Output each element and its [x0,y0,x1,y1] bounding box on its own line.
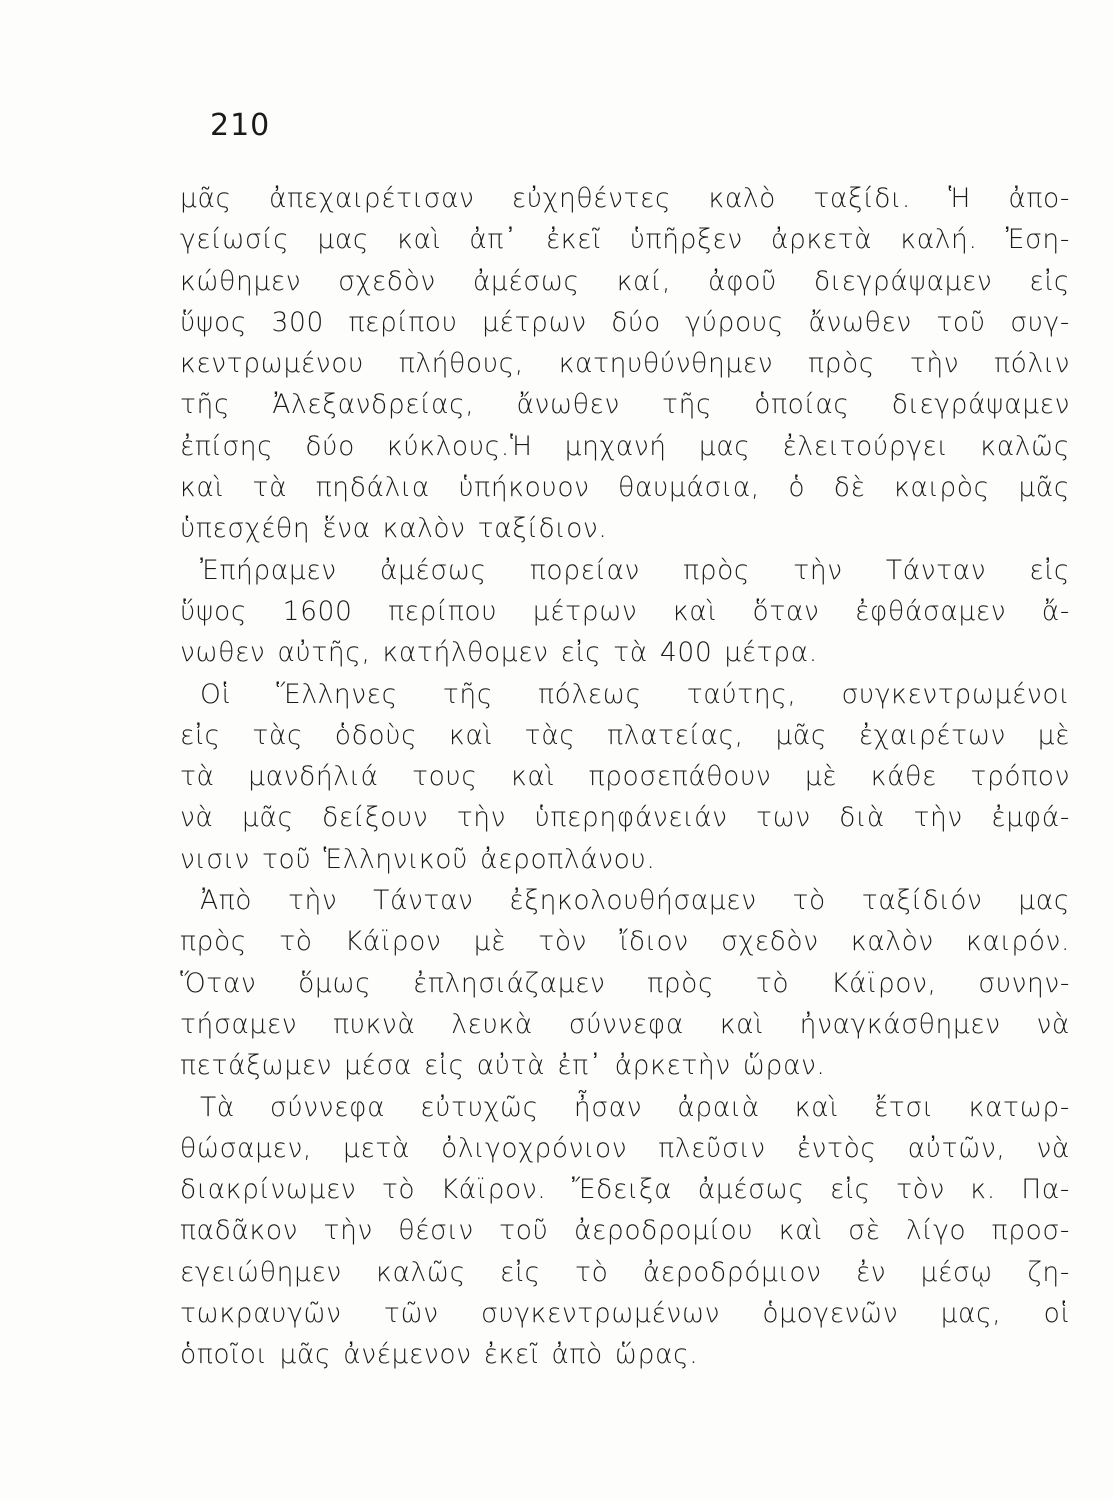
paragraph [180,178,1070,550]
text-line: γείωσίς μας καὶ ἀπ᾿ ἐκεῖ ὑπῆρξεν ἀρκετὰ καλή. Ἐση- [180,224,1070,256]
text-line: νωθεν αὐτῆς, κατήλθομεν εἰς τὰ 400 μέτρα. [180,637,818,669]
text-line: διακρίνωμεν τὸ Κάϊρον. Ἔδειξα ἀμέσως εἰς τὸν κ. Πα- [180,1174,1070,1206]
text-line: Οἱ Ἕλληνες τῆς πόλεως ταύτης, συγκεντρωμένοι [200,678,1070,710]
paragraph [180,674,1070,880]
text-line: ἐπίσης δύο κύκλους.Ἡ μηχανή μας ἐλειτούργει καλῶς [180,430,1070,462]
text-line: θώσαμεν, μετὰ ὀλιγοχρόνιον πλεῦσιν ἐντὸς αὐτῶν, νὰ [180,1132,1070,1164]
text-line: πρὸς τὸ Κάϊρον μὲ τὸν ἴδιον σχεδὸν καλὸν καιρόν. [180,926,1070,958]
text-line: ὑπεσχέθη ἕνα καλὸν ταξίδιον. [180,513,608,545]
text-line: εγειώθημεν καλῶς εἰς τὸ ἀεροδρόμιον ἐν μέσῳ ζη- [180,1256,1070,1288]
text-line: τήσαμεν πυκνὰ λευκὰ σύννεφα καὶ ἠναγκάσθημεν νὰ [180,1008,1070,1040]
paragraph [180,550,1070,674]
text-line: Τὰ σύννεφα εὐτυχῶς ἦσαν ἀραιὰ καὶ ἔτσι κατωρ- [200,1091,1070,1123]
text-line: μᾶς ἀπεχαιρέτισαν εὐχηθέντες καλὸ ταξίδι. Ἡ ἀπο- [180,183,1070,214]
text-line: Ἐπήραμεν ἀμέσως πορείαν πρὸς τὴν Τάνταν εἰς [200,554,1070,586]
text-line: Ὅταν ὅμως ἐπλησιάζαμεν πρὸς τὸ Κάϊρον, συνην- [180,967,1070,999]
page-number: 210 [210,108,271,143]
text-line: ὕψος 1600 περίπου μέτρων καὶ ὅταν ἐφθάσαμεν ἄ- [180,595,1070,627]
paragraph [180,880,1070,1086]
body-text [180,178,1070,1376]
text-line: νισιν τοῦ Ἑλληνικοῦ ἀεροπλάνου. [180,843,656,875]
text-line: ὕψος 300 περίπου μέτρων δύο γύρους ἄνωθεν τοῦ συγ- [180,306,1070,338]
text-line: τῆς Ἀλεξανδρείας, ἄνωθεν τῆς ὁποίας διεγράψαμεν [180,389,1070,421]
text-line: εἰς τὰς ὁδοὺς καὶ τὰς πλατείας, μᾶς ἐχαιρέτων μὲ [180,719,1070,751]
text-line: κώθημεν σχεδὸν ἀμέσως καί, ἀφοῦ διεγράψαμεν εἰς [180,265,1070,297]
text-line: καὶ τὰ πηδάλια ὑπήκουον θαυμάσια, ὁ δὲ καιρὸς μᾶς [180,472,1070,504]
text-line: νὰ μᾶς δείξουν τὴν ὑπερηφάνειάν των διὰ τὴν ἐμφά- [180,802,1070,834]
text-line: τωκραυγῶν τῶν συγκεντρωμένων ὁμογενῶν μας, οἱ [180,1298,1070,1330]
text-line: κεντρωμένου πλήθους, κατηυθύνθημεν πρὸς τὴν πόλιν [180,348,1070,380]
text-line: Ἀπὸ τὴν Τάνταν ἐξηκολουθήσαμεν τὸ ταξίδιόν μας [200,885,1070,917]
paragraph [180,1087,1070,1376]
text-line: παδᾶκον τὴν θέσιν τοῦ ἀεροδρομίου καὶ σὲ λίγο προσ- [180,1215,1070,1247]
text-line: τὰ μανδήλιά τους καὶ προσεπάθουν μὲ κάθε τρόπον [180,761,1070,793]
text-line: πετάξωμεν μέσα εἰς αὐτὰ ἐπ᾿ ἀρκετὴν ὥραν. [180,1050,826,1082]
text-line: ὁποῖοι μᾶς ἀνέμενον ἐκεῖ ἀπὸ ὥρας. [180,1339,699,1371]
